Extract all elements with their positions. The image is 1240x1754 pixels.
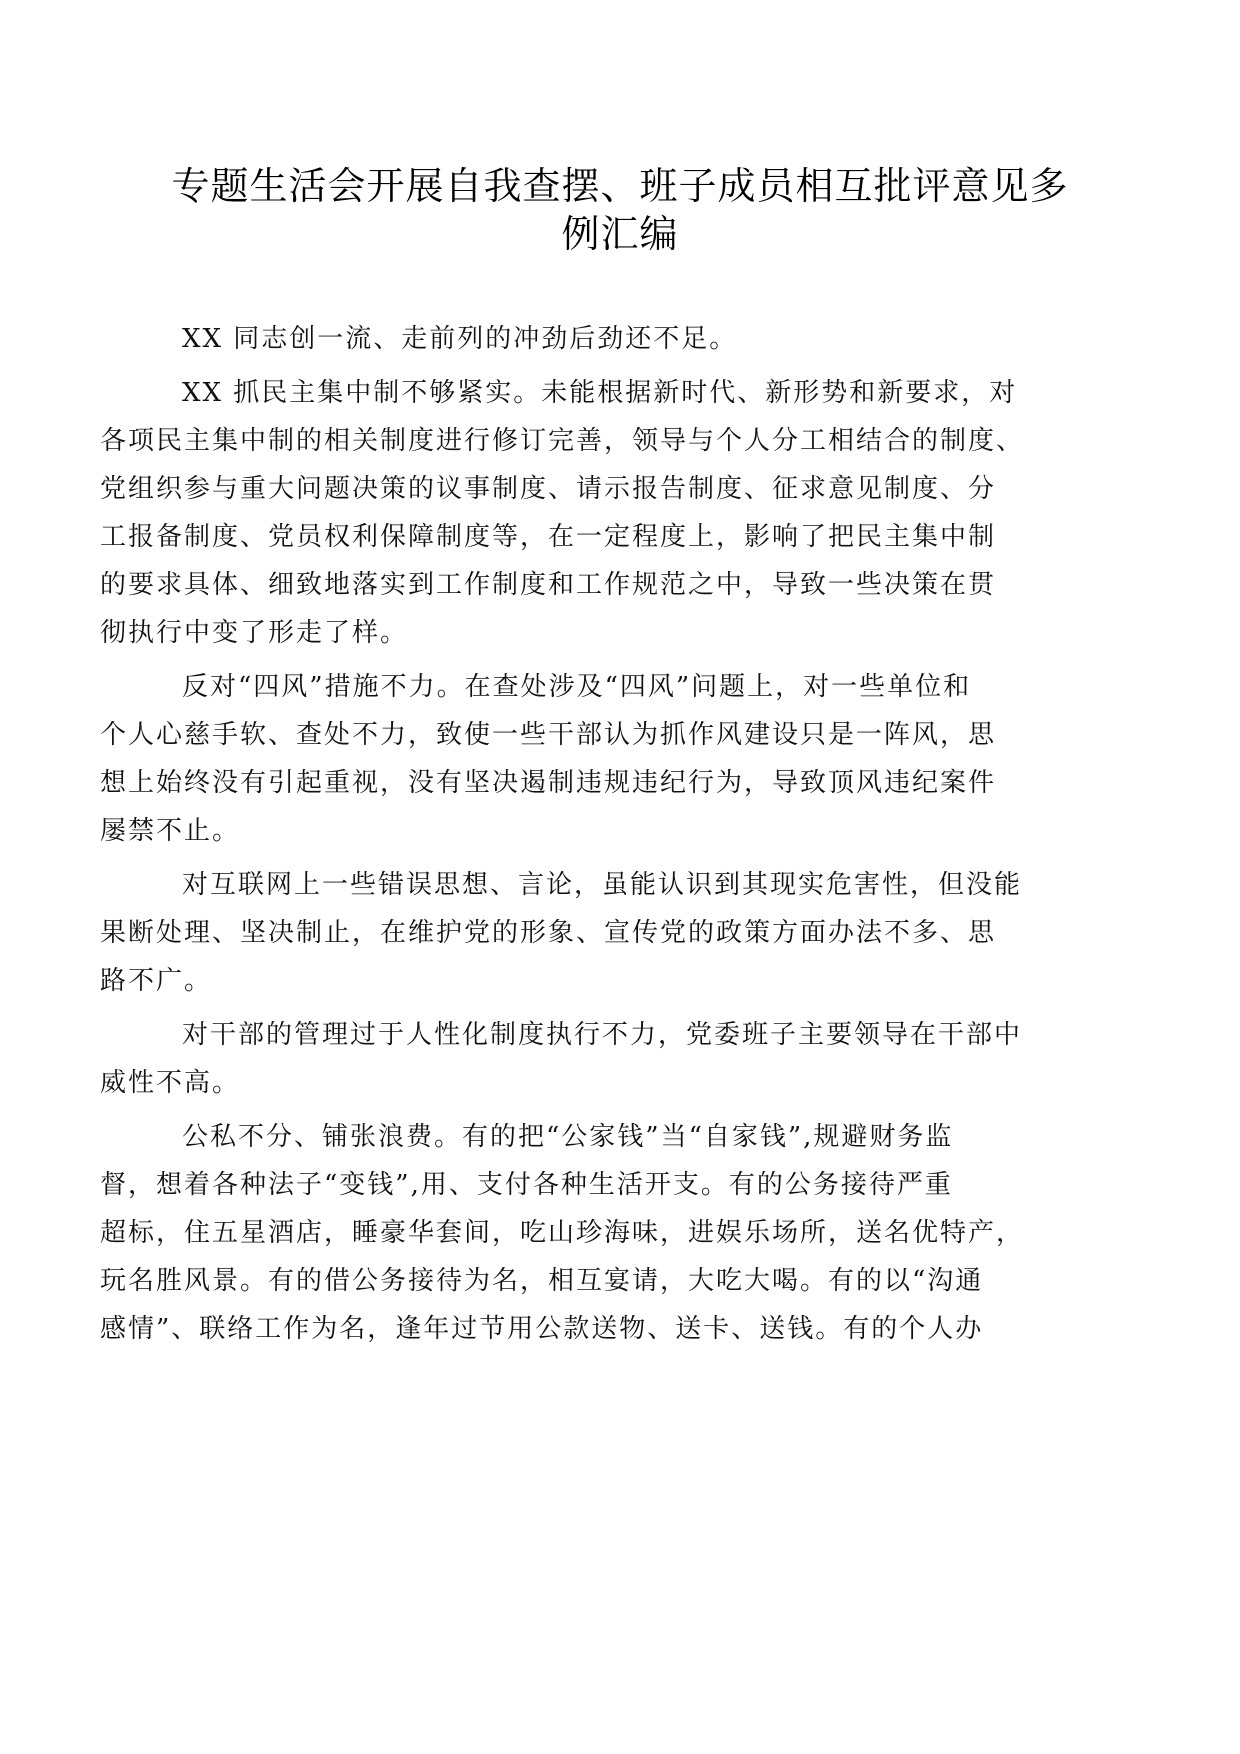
document-title [120, 162, 1120, 258]
paragraph [100, 369, 1130, 657]
text-line: 各项民主集中制的相关制度进行修订完善，领导与个人分工相结合的制度、 [100, 426, 1025, 456]
text-line: 屡禁不止。 [100, 816, 241, 846]
text-line: 对干部的管理过于人性化制度执行不力，党委班子主要领导在干部中 [182, 1020, 1023, 1050]
text-line: 彻执行中变了形走了样。 [100, 618, 409, 648]
text-line: XX 抓民主集中制不够紧实。未能根据新时代、新形势和新要求，对 [182, 378, 1018, 408]
paragraph [100, 315, 1130, 363]
text-line: 的要求具体、细致地落实到工作制度和工作规范之中，导致一些决策在贯 [100, 570, 997, 600]
text-line: 督，想着各种法子“变钱”,用、支付各种生活开支。有的公务接待严重 [100, 1170, 953, 1200]
text-line: XX 同志创一流、走前列的冲劲后劲还不足。 [182, 324, 738, 354]
text-line: 对互联网上一些错误思想、言论，虽能认识到其现实危害性，但没能 [182, 870, 1023, 900]
text-line: 果断处理、坚决制止，在维护党的形象、宣传党的政策方面办法不多、思 [100, 918, 997, 948]
text-line: 反对“四风”措施不力。在查处涉及“四风”问题上，对一些单位和 [182, 672, 972, 702]
text-line: 工报备制度、党员权利保障制度等，在一定程度上，影响了把民主集中制 [100, 522, 997, 552]
paragraph [100, 861, 1130, 1005]
text-line: 公私不分、铺张浪费。有的把“公家钱”当“自家钱”,规避财务监 [182, 1122, 954, 1152]
paragraph [100, 1011, 1130, 1107]
text-line: 超标，住五星酒店，睡豪华套间，吃山珍海味，进娱乐场所，送名优特产， [100, 1218, 1025, 1248]
text-line: 党组织参与重大问题决策的议事制度、请示报告制度、征求意见制度、分 [100, 474, 997, 504]
text-line: 感情”、联络工作为名，逢年过节用公款送物、送卡、送钱。有的个人办 [100, 1314, 984, 1344]
paragraph [100, 1113, 1130, 1353]
text-line: 威性不高。 [100, 1068, 241, 1098]
text-line: 个人心慈手软、查处不力，致使一些干部认为抓作风建设只是一阵风，思 [100, 720, 997, 750]
text-line: 玩名胜风景。有的借公务接待为名，相互宴请，大吃大喝。有的以“沟通 [100, 1266, 984, 1296]
document-body [100, 315, 1130, 1359]
title-line: 专题生活会开展自我查摆、班子成员相互批评意见多 [171, 164, 1069, 208]
text-line: 想上始终没有引起重视，没有坚决遏制违规违纪行为，导致顶风违纪案件 [100, 768, 997, 798]
title-line: 例汇编 [561, 212, 679, 256]
text-line: 路不广。 [100, 966, 213, 996]
paragraph [100, 663, 1130, 855]
